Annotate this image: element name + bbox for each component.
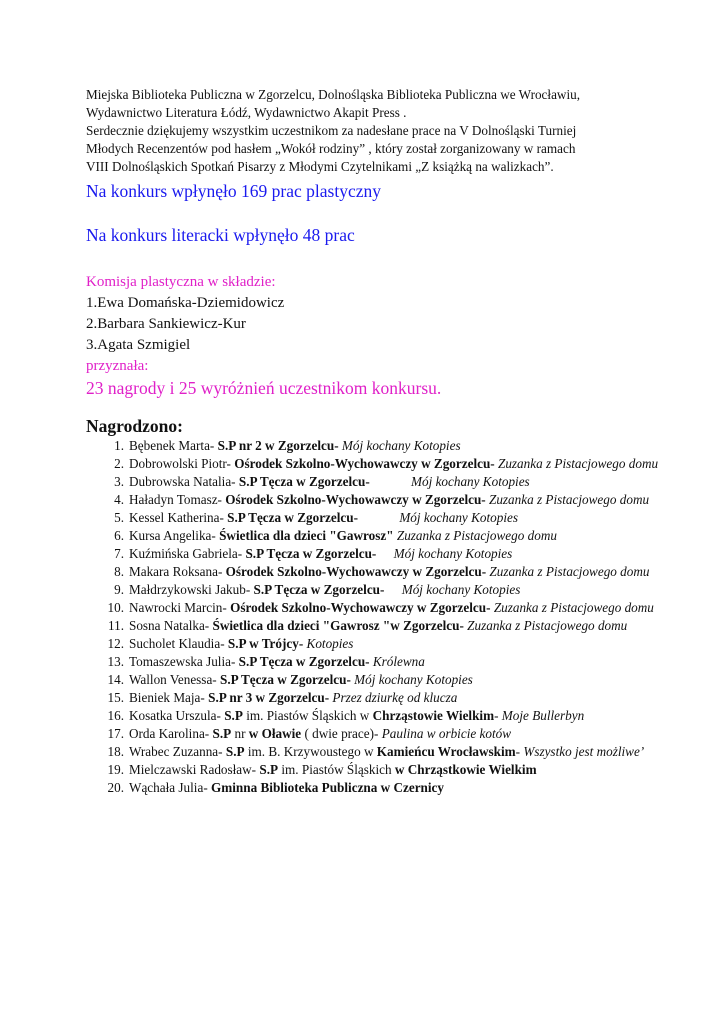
list-item: 2. Dobrowolski Piotr- Ośrodek Szkolno-Wychowawczy w Zgorzelcu- Zuzanka z Pistacjowego domu <box>114 456 659 471</box>
list-item: 13. Tomaszewska Julia- S.P Tęcza w Zgorzelcu- Królewna <box>107 654 425 669</box>
commission-member: 2.Barbara Sankiewicz-Kur <box>86 316 246 332</box>
list-item: 3. Dubrowska Natalia- S.P Tęcza w Zgorzelcu- Mój kochany Kotopies <box>114 474 530 489</box>
commission-member: 3.Agata Szmigiel <box>86 337 191 353</box>
list-item: 8. Makara Roksana- Ośrodek Szkolno-Wychowawczy w Zgorzelcu- Zuzanka z Pistacjowego domu <box>114 564 650 579</box>
commission-title: Komisja plastyczna w składzie: <box>86 274 276 290</box>
list-item: 18. Wrabec Zuzanna- S.P im. B. Krzywoustego w Kamieńcu Wrocławskim- Wszystko jest możliwe’ <box>107 744 645 759</box>
intro-line: Miejska Biblioteka Publiczna w Zgorzelcu, Dolnośląska Biblioteka Publiczna we Wrocławiu, <box>86 87 581 102</box>
intro-paragraph <box>86 86 686 176</box>
list-item: 4. Haładyn Tomasz- Ośrodek Szkolno-Wychowawczy w Zgorzelcu- Zuzanka z Pistacjowego domu <box>114 492 650 507</box>
winners-list-2 <box>86 689 686 761</box>
list-item: 1. Bębenek Marta- S.P nr 2 w Zgorzelcu- Mój kochany Kotopies <box>114 438 461 453</box>
list-item: 11. Sosna Natalka- Świetlica dla dzieci "Gawrosz "w Zgorzelcu- Zuzanka z Pistacjowego domu <box>108 618 628 633</box>
literary-count: Na konkurs literacki wpłynęło 48 prac <box>86 225 355 245</box>
intro-line: VIII Dolnośląskich Spotkań Pisarzy z Młodymi Czytelnikami „Z książką na walizkach”. <box>86 159 554 174</box>
winners-list-3 <box>86 761 686 797</box>
list-item: 14. Wallon Venessa- S.P Tęcza w Zgorzelcu- Mój kochany Kotopies <box>107 672 473 687</box>
list-item: 6. Kursa Angelika- Świetlica dla dzieci "Gawrosz" Zuzanka z Pistacjowego domu <box>114 528 557 543</box>
list-item: 9. Małdrzykowski Jakub- S.P Tęcza w Zgorzelcu- Mój kochany Kotopies <box>114 582 521 597</box>
list-item: 15. Bieniek Maja- S.P nr 3 w Zgorzelcu- Przez dziurkę od klucza <box>107 690 458 705</box>
list-item: 20. Wąchała Julia- Gminna Biblioteka Publiczna w Czernicy <box>107 780 444 795</box>
list-item: 5. Kessel Katherina- S.P Tęcza w Zgorzelcu- Mój kochany Kotopies <box>114 510 518 525</box>
winners-list <box>86 437 686 689</box>
awarded-label: przyznała: <box>86 358 149 374</box>
intro-line: Wydawnictwo Literatura Łódź, Wydawnictwo Akapit Press . <box>86 105 407 120</box>
list-item: 16. Kosatka Urszula- S.P im. Piastów Śląskich w Chrząstowie Wielkim- Moje Bullerbyn <box>107 708 585 723</box>
document-page <box>86 86 686 797</box>
intro-line: Młodych Recenzentów pod hasłem „Wokół rodziny” , który został zorganizowany w ramach <box>86 141 576 156</box>
commission-member: 1.Ewa Domańska-Dziemidowicz <box>86 295 285 311</box>
list-item: 10. Nawrocki Marcin- Ośrodek Szkolno-Wychowawczy w Zgorzelcu- Zuzanka z Pistacjowego domu <box>107 600 654 615</box>
awards-heading: Nagrodzono: <box>86 416 183 436</box>
commission-section <box>86 272 686 399</box>
art-count: Na konkurs wpłynęło 169 prac plastyczny <box>86 181 381 201</box>
list-item: 12. Sucholet Klaudia- S.P w Trójcy- Kotopies <box>107 636 354 651</box>
awarded-text: 23 nagrody i 25 wyróżnień uczestnikom konkursu. <box>86 378 442 398</box>
list-item: 7. Kuźmińska Gabriela- S.P Tęcza w Zgorzelcu- Mój kochany Kotopies <box>114 546 513 561</box>
list-item: 17. Orda Karolina- S.P nr w Oławie ( dwie prace)- Paulina w orbicie kotów <box>107 726 512 741</box>
intro-line: Serdecznie dziękujemy wszystkim uczestnikom za nadesłane prace na V Dolnośląski Turniej <box>86 123 577 138</box>
list-item: 19. Mielczawski Radosław- S.P im. Piastów Śląskich w Chrząstkowie Wielkim <box>107 762 537 777</box>
